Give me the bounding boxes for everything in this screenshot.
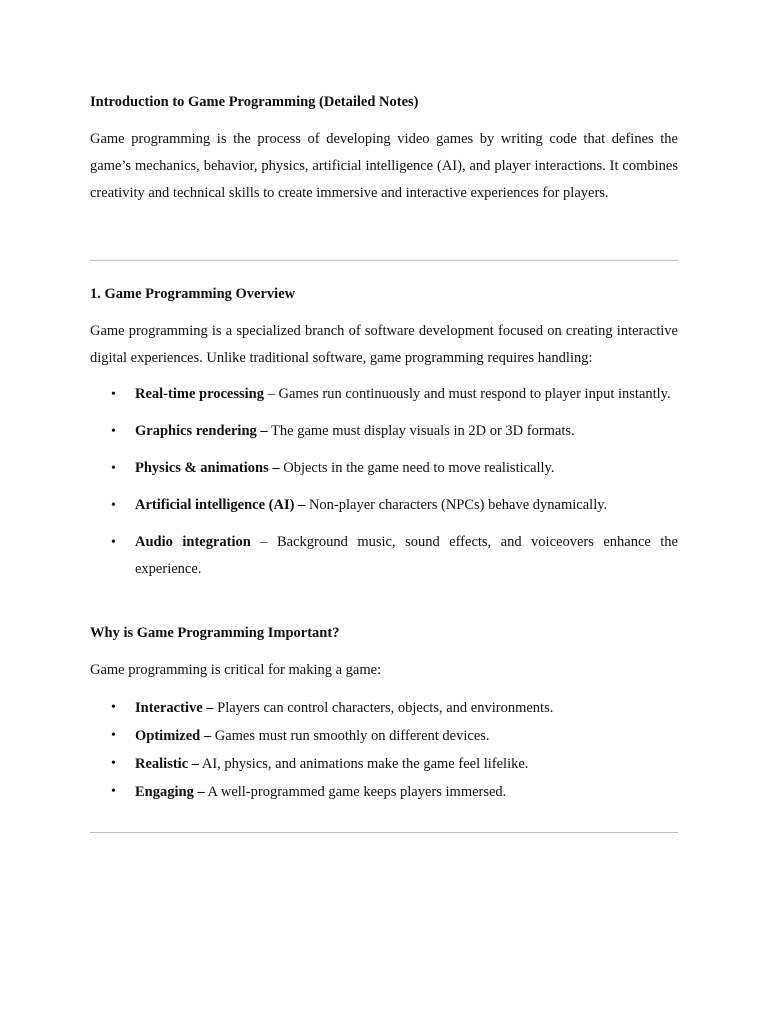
list-item xyxy=(90,725,678,747)
overview-bullet-list xyxy=(90,381,678,593)
bullet-icon: • xyxy=(111,424,116,439)
list-item xyxy=(90,529,678,583)
list-item xyxy=(90,381,678,408)
bullet-icon: • xyxy=(111,784,116,799)
intro-paragraph: Game programming is the process of developing video games by writing code that defines the game’s mechanics, behavior, physics, artificial intelligence (AI), and player interactions. It combines creativity and technical skills to create immersive and interactive experiences for players. xyxy=(90,131,678,201)
overview-heading: 1. Game Programming Overview xyxy=(90,286,296,302)
item-term: Optimized – xyxy=(135,728,212,744)
item-description: A well-programmed game keeps players immersed. xyxy=(207,784,507,800)
item-term: Engaging – xyxy=(135,784,205,800)
section-divider xyxy=(90,260,678,261)
bullet-icon: • xyxy=(111,535,116,550)
why-bullet-list xyxy=(90,697,678,809)
item-term: Interactive – xyxy=(135,700,214,716)
why-heading: Why is Game Programming Important? xyxy=(90,625,340,641)
item-term: Real-time processing xyxy=(135,386,264,402)
item-separator: – xyxy=(250,534,277,550)
bullet-icon: • xyxy=(111,498,116,513)
overview-paragraph: Game programming is a specialized branch of software development focused on creating interactive digital experiences. Unlike traditional software, game programming requires handling: xyxy=(90,323,678,366)
bullet-icon: • xyxy=(111,387,116,402)
item-term: Artificial intelligence (AI) – xyxy=(135,497,306,513)
item-description: AI, physics, and animations make the game feel lifelike. xyxy=(201,756,529,772)
item-description: Players can control characters, objects, and environments. xyxy=(217,700,554,716)
list-item xyxy=(90,418,678,445)
item-term: Physics & animations – xyxy=(135,460,280,476)
bullet-icon: • xyxy=(111,728,116,743)
item-description: The game must display visuals in 2D or 3D formats. xyxy=(271,423,575,439)
list-item xyxy=(90,492,678,519)
list-item xyxy=(90,753,678,775)
list-item xyxy=(90,781,678,803)
item-term: Graphics rendering – xyxy=(135,423,268,439)
bullet-icon: • xyxy=(111,700,116,715)
item-description: Objects in the game need to move realistically. xyxy=(283,460,555,476)
item-separator: – xyxy=(264,386,279,402)
list-item xyxy=(90,455,678,482)
item-description: Games run continuously and must respond to player input instantly. xyxy=(278,386,671,402)
why-paragraph: Game programming is critical for making a game: xyxy=(90,662,382,678)
document-title: Introduction to Game Programming (Detailed Notes) xyxy=(90,94,419,110)
item-description: Background music, sound effects, and voiceovers enhance the experience. xyxy=(135,534,678,577)
bullet-icon: • xyxy=(111,756,116,771)
item-description: Games must run smoothly on different devices. xyxy=(214,728,490,744)
list-item xyxy=(90,697,678,719)
item-term: Realistic – xyxy=(135,756,200,772)
item-term: Audio integration xyxy=(135,534,251,550)
item-description: Non-player characters (NPCs) behave dynamically. xyxy=(308,497,608,513)
bullet-icon: • xyxy=(111,461,116,476)
section-divider xyxy=(90,832,678,833)
